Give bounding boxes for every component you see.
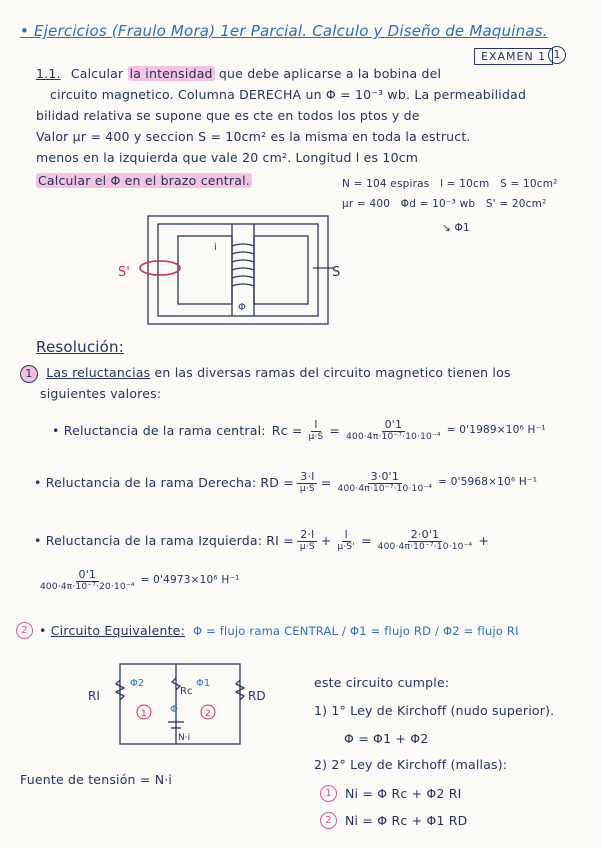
given-n: N = 104 espiras xyxy=(342,178,430,190)
magnetic-core-figure xyxy=(118,210,348,330)
step1-line-1 xyxy=(20,365,511,383)
arrow-down-right-icon: ↘ xyxy=(442,222,451,234)
mesh2-equation: Ni = Φ Rc + Φ1 RD xyxy=(345,813,468,828)
rd-symbol: RD = xyxy=(260,474,294,490)
loop-1-label: 1 xyxy=(141,709,147,719)
highlight-task: Calcular el Φ en el brazo central. xyxy=(38,173,250,188)
step2-line: 2 • Circuito Equivalente: Φ = flujo rama CENTRAL / Φ1 = flujo RD / Φ2 = flujo RI xyxy=(16,622,519,639)
left-section-marker xyxy=(140,261,180,275)
circuit-phi-label: Φ xyxy=(170,704,178,715)
reluctance-left-row-2 xyxy=(34,568,240,592)
source-label: Fuente de tensión = N·i xyxy=(20,772,173,787)
law2-text: 2) 2° Ley de Kirchoff (mallas): xyxy=(314,757,508,772)
ri-label: Reluctancia de la rama Izquierda: xyxy=(45,532,263,548)
circuit-phi1-label: Φ1 xyxy=(196,678,211,689)
step2-definition: Φ = flujo rama CENTRAL / Φ1 = flujo RD / Φ2 = flujo RI xyxy=(192,623,519,638)
problem-lead: Calcular xyxy=(70,66,124,81)
ri-fraction-3: $\frac{2\cdot 0'1}{\text{400·4π·10⁻⁷·10·10⁻⁴}}$ xyxy=(377,528,473,552)
problem-line-1 xyxy=(36,66,441,81)
problem-number: 1.1. xyxy=(36,66,61,81)
reluctance-right-row: • Reluctancia de la rama Derecha: RD = $\frac{3\cdot l}{\mu\cdot S}$ = $\frac{3\cdot 0'1}{\text{400·4π·10⁻⁷·10·10⁻⁴}}$ = 0'5968×10⁶ H⁻¹ xyxy=(34,470,538,494)
current-label: i xyxy=(214,242,217,253)
step1-line-2: siguientes valores: xyxy=(40,386,162,401)
givens-row-1 xyxy=(342,178,582,190)
problem-line-5: menos en la izquierda que vale 20 cm². Longitud l es 10cm xyxy=(36,150,419,165)
cumple-text: este circuito cumple: xyxy=(314,675,450,690)
given-mur: μr = 400 xyxy=(342,198,391,210)
ri-fraction-1: $\frac{2\cdot l}{\mu\cdot S}$ xyxy=(297,528,318,552)
ri-symbol: RI = xyxy=(266,532,294,548)
reluctance-left-row: • Reluctancia de la rama Izquierda: RI = $\frac{2\cdot l}{\mu\cdot S}$ + $\frac{l}{\mu\cdot S'}$ = $\frac{2\cdot 0'1}{\text{400·4π·10⁻⁷·10·10⁻⁴}}$ + xyxy=(34,528,490,552)
resolution-heading: Resolución: xyxy=(36,338,124,356)
loop-2-label: 2 xyxy=(205,709,211,719)
window-right xyxy=(254,236,308,304)
rd-fraction-2: $\frac{3\cdot 0'1}{\text{400·4π·10⁻⁷·10·10⁻⁴}}$ xyxy=(337,470,433,494)
givens-row-2 xyxy=(342,198,582,210)
problem-line-4: Valor μr = 400 y seccion S = 10cm² es la misma en toda la estruct. xyxy=(36,129,471,144)
circuit-ri-label: RI xyxy=(88,689,100,703)
ri-fraction-2: $\frac{l}{\mu\cdot S'}$ xyxy=(337,528,355,552)
problem-line-3: bilidad relativa se supone que es cte en todos los ptos y de xyxy=(36,108,420,123)
circuit-ni-label: N·i xyxy=(178,733,191,743)
given-l: l = 10cm xyxy=(440,178,490,190)
title-bullet: • xyxy=(20,22,30,40)
circuit-rd-label: RD xyxy=(248,689,266,703)
step1-text: en las diversas ramas del circuito magnetico tienen los xyxy=(154,365,511,380)
page-title xyxy=(20,22,548,40)
circuit-rc-label: Rc xyxy=(180,686,193,697)
step1-underlined: Las reluctancias xyxy=(46,365,151,380)
ri-result: = 0'4973×10⁶ H⁻¹ xyxy=(140,574,240,586)
given-s-prime: S' = 20cm² xyxy=(485,198,547,210)
right-section-label: S xyxy=(332,265,341,280)
problem-line-2: circuito magnetico. Columna DERECHA un Φ = 10⁻³ wb. La permeabilidad xyxy=(50,87,527,102)
exam-label: EXAMEN 1 xyxy=(474,48,553,65)
flux-label: Φ xyxy=(238,302,246,313)
mesh1-row xyxy=(320,785,462,802)
given-s: S = 10cm² xyxy=(500,178,558,190)
given-phi1-text: Φ1 xyxy=(454,222,470,234)
rc-symbol: Rc = xyxy=(271,422,303,438)
given-phid: Φd = 10⁻³ wb xyxy=(400,198,476,210)
step1-number-badge: 1 xyxy=(20,365,38,383)
title-text: Ejercicios (Fraulo Mora) 1er Parcial. Calculo y Diseño de Maquinas. xyxy=(34,22,548,40)
highlight-intensity: la intensidad xyxy=(129,66,213,81)
law1-equation: Φ = Φ1 + Φ2 xyxy=(344,731,429,746)
exam-number-badge: 1 xyxy=(548,46,566,64)
mesh1-badge: 1 xyxy=(320,785,337,802)
ri-fraction-4: $\frac{0'1}{\text{400·4π·10⁻⁷·20·10⁻⁴}}$ xyxy=(40,568,135,592)
left-section-label: S' xyxy=(118,265,130,280)
circuit-phi2-label: Φ2 xyxy=(130,678,145,689)
reluctance-central-row: • Reluctancia de la rama central: Rc = $\frac{l}{\mu\cdot S}$ = $\frac{0'1}{\text{400·4π·10⁻⁷·10·10⁻⁴}}$ = 0'1989×10⁶ H⁻¹ xyxy=(52,418,546,442)
mesh2-row xyxy=(320,812,468,829)
mesh1-equation: Ni = Φ Rc + Φ2 RI xyxy=(345,786,462,801)
mesh2-badge: 2 xyxy=(320,812,337,829)
law1-text: 1) 1° Ley de Kirchoff (nudo superior). xyxy=(314,703,555,718)
rd-fraction-1: $\frac{3\cdot l}{\mu\cdot S}$ xyxy=(297,470,318,494)
step2-label: Circuito Equivalente: xyxy=(50,623,185,638)
rd-result: = 0'5968×10⁶ H⁻¹ xyxy=(438,476,538,488)
step2-number-badge: 2 xyxy=(16,622,33,639)
task-line xyxy=(36,173,252,188)
window-left xyxy=(178,236,232,304)
rc-result: = 0'1989×10⁶ H⁻¹ xyxy=(446,424,546,436)
rd-label: Reluctancia de la rama Derecha: xyxy=(45,474,257,490)
given-phi1 xyxy=(442,222,470,234)
problem-line1-rest: que debe aplicarse a la bobina del xyxy=(218,66,442,81)
equivalent-circuit xyxy=(80,650,270,755)
rc-fraction-1: $\frac{l}{\mu\cdot S}$ xyxy=(308,418,324,442)
rc-label: Reluctancia de la rama central: xyxy=(63,422,266,438)
rc-fraction-2: $\frac{0'1}{\text{400·4π·10⁻⁷·10·10⁻⁴}}$ xyxy=(346,418,441,442)
